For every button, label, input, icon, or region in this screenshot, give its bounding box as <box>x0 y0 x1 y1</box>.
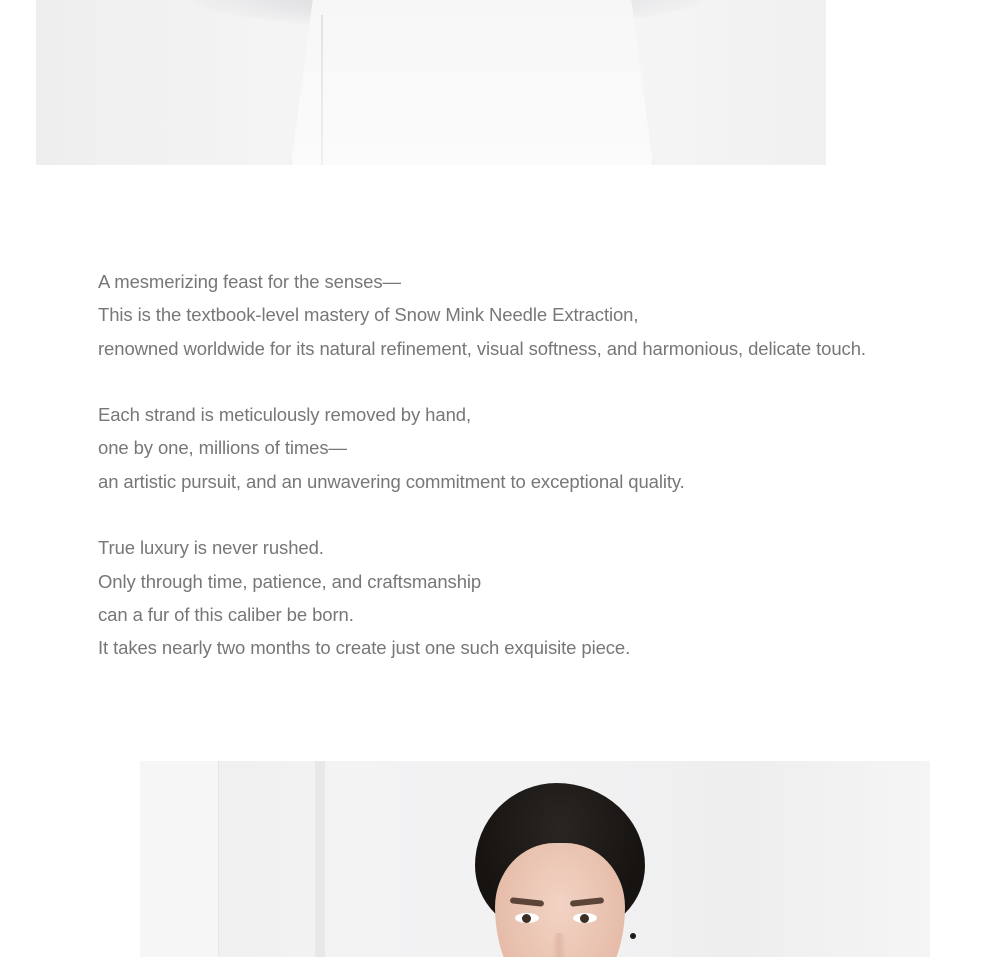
description-paragraph-3 <box>98 531 958 664</box>
earring <box>630 933 636 939</box>
craftsmanship-description <box>98 265 958 698</box>
description-line: This is the textbook-level mastery of Snow Mink Needle Extraction, <box>98 304 639 326</box>
description-paragraph-2 <box>98 398 958 498</box>
description-line: Only through time, patience, and craftsmanship <box>98 570 482 592</box>
background-wall <box>740 761 930 957</box>
description-line: Each strand is meticulously removed by hand, <box>98 404 471 426</box>
right-eye <box>573 913 597 923</box>
background-wall <box>140 761 219 957</box>
description-line: renowned worldwide for its natural refinement, visual softness, and harmonious, delicate touch. <box>98 337 866 359</box>
description-line: one by one, millions of times— <box>98 437 347 459</box>
white-garment <box>291 0 653 165</box>
description-line: A mesmerizing feast for the senses— <box>98 271 401 292</box>
description-line: an artistic pursuit, and an unwavering commitment to exceptional quality. <box>98 470 685 492</box>
description-paragraph-1 <box>98 265 958 365</box>
garment-fold <box>321 15 323 165</box>
description-line: can a fur of this caliber be born. <box>98 603 354 625</box>
product-photo-fur-coat <box>36 0 826 165</box>
description-line: True luxury is never rushed. <box>98 537 324 559</box>
left-eye <box>515 913 539 923</box>
description-line: It takes nearly two months to create just one such exquisite piece. <box>98 637 631 659</box>
model-photo <box>140 761 930 957</box>
model-portrait <box>470 783 650 957</box>
model-nose <box>552 933 566 957</box>
background-column <box>315 761 325 957</box>
